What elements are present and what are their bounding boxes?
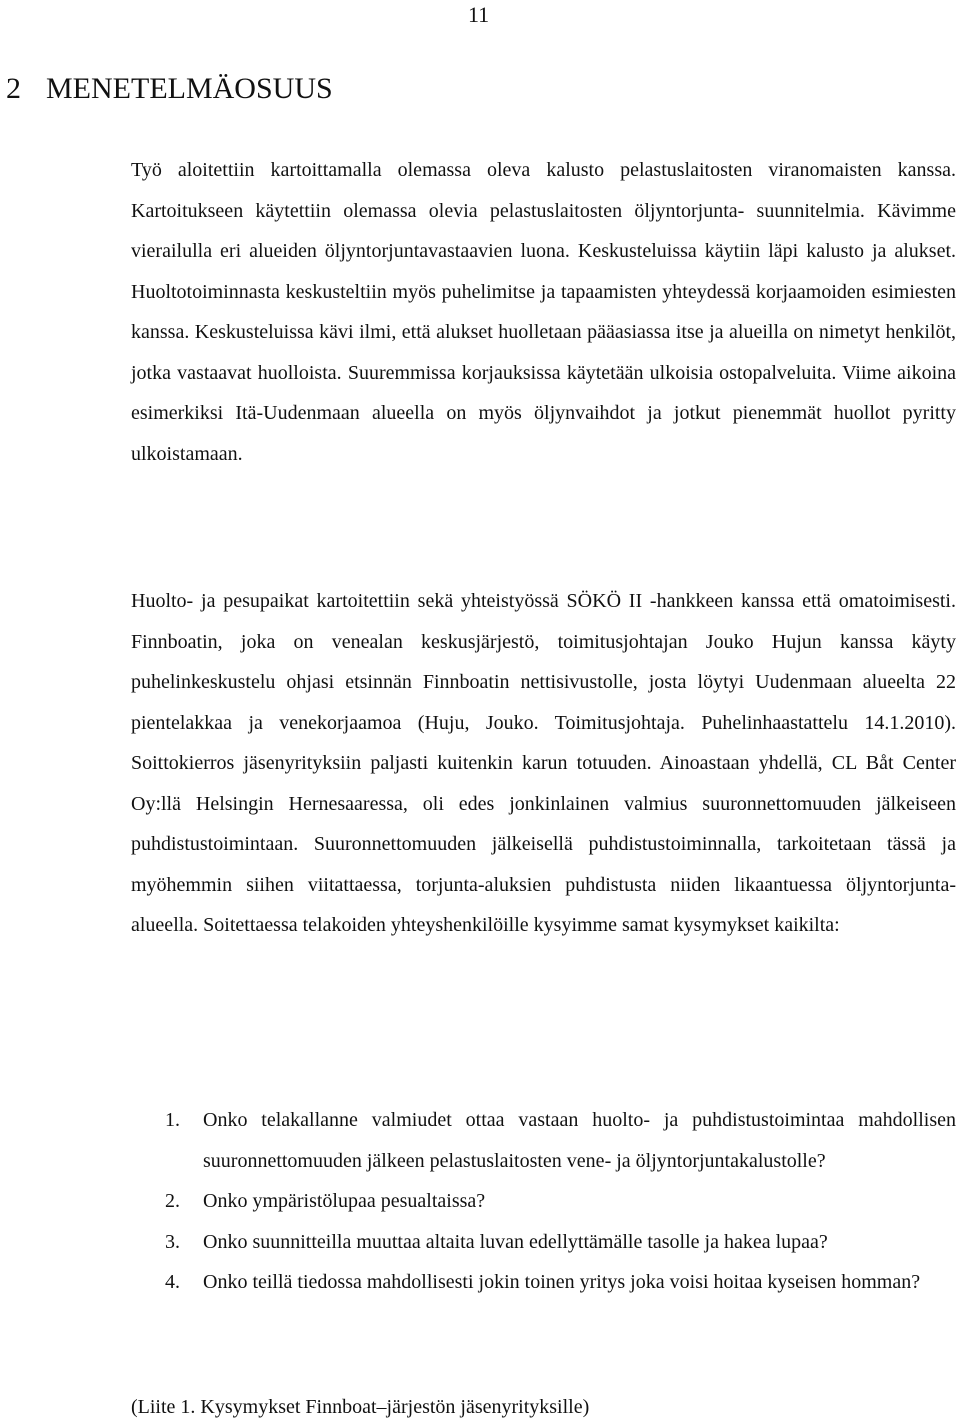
list-item xyxy=(131,1222,956,1263)
list-item-number: 1. xyxy=(165,1109,180,1131)
list-item-number: 2. xyxy=(165,1190,180,1212)
page-number: 11 xyxy=(468,2,490,27)
body-paragraph: Huolto- ja pesupaikat kartoitettiin sekä yhteistyössä SÖKÖ II -hankkeen kanssa että omatoimisesti. Finnboatin, joka on venealan keskusjärjestö, toimitusjohtajan Jouko Hujun kanssa käyty puhelinkeskustelu ohjasi etsinnän Finnboatin nettisivustolle, josta löytyi Uudenmaan alueelta 22 pientelakkaa ja venekorjaamoa (Huju, Jouko. Toimitusjohtaja. Puhelinhaastattelu 14.1.2010). Soittokierros jäsenyrityksiin paljasti kuitenkin karun totuuden. Ainoastaan yhdellä, CL Båt Center Oy:llä Helsingin Hernesaaressa, oli edes jonkinlainen valmius suuronnettomuuden jälkeiseen puhdistustoimintaan. Suuronnettomuuden jälkeisellä puhdistustoiminnalla, tarkoitetaan tässä ja myöhemmin siihen viitattaessa, torjunta-aluksien puhdistusta niiden likaantuessa öljyntorjunta-alueella. Soitettaessa telakoiden yhteyshenkilöille kysyimme samat kysymykset kaikilta: xyxy=(131,590,956,936)
chapter-number: 2 xyxy=(6,72,21,105)
list-item xyxy=(131,1100,956,1181)
list-item xyxy=(131,1262,956,1303)
chapter-title: MENETELMÄOSUUS xyxy=(46,72,333,105)
chapter-heading xyxy=(6,72,333,105)
list-item-text: Onko teillä tiedossa mahdollisesti jokin toinen yritys joka voisi hoitaa kyseisen homman? xyxy=(203,1271,921,1293)
list-item-number: 3. xyxy=(165,1230,180,1253)
appendix-reference: (Liite 1. Kysymykset Finnboat–järjestön jäsenyrityksille) xyxy=(131,1396,590,1418)
list-item xyxy=(131,1181,956,1222)
list-item-text: Onko telakallanne valmiudet ottaa vastaan huolto- ja puhdistustoimintaa mahdollisen suuronnettomuuden jälkeen pelastuslaitosten vene- ja öljyntorjuntakalustolle? xyxy=(203,1109,956,1172)
list-item-text: Onko ympäristölupaa pesualtaissa? xyxy=(203,1190,486,1212)
question-list xyxy=(131,1100,956,1303)
body-paragraph: Työ aloitettiin kartoittamalla olemassa oleva kalusto pelastuslaitosten viranomaisten kanssa. Kartoitukseen käytettiin olemassa olevia pelastuslaitosten öljyntorjunta- suunnitelmia. Kävimme vierailulla eri alueiden öljyntorjuntavastaavien luona. Keskusteluissa käytiin läpi kalusto ja alukset. Huoltotoiminnasta keskusteltiin myös puhelimitse ja tapaamisten yhteydessä korjaamoiden esimiesten kanssa. Keskusteluissa kävi ilmi, että alukset huolletaan pääasiassa itse ja alueilla on nimetyt henkilöt, jotka vastaavat huolloista. Suuremmissa korjauksissa käytetään ulkoisia ostopalveluita. Viime aikoina esimerkiksi Itä-Uudenmaan alueella on myös öljynvaihdot ja jotkut pienemmät huollot pyritty ulkoistamaan. xyxy=(131,159,956,465)
list-item-number: 4. xyxy=(165,1271,180,1293)
list-item-text: Onko suunnitteilla muuttaa altaita luvan edellyttämälle tasolle ja hakea lupaa? xyxy=(203,1230,828,1253)
